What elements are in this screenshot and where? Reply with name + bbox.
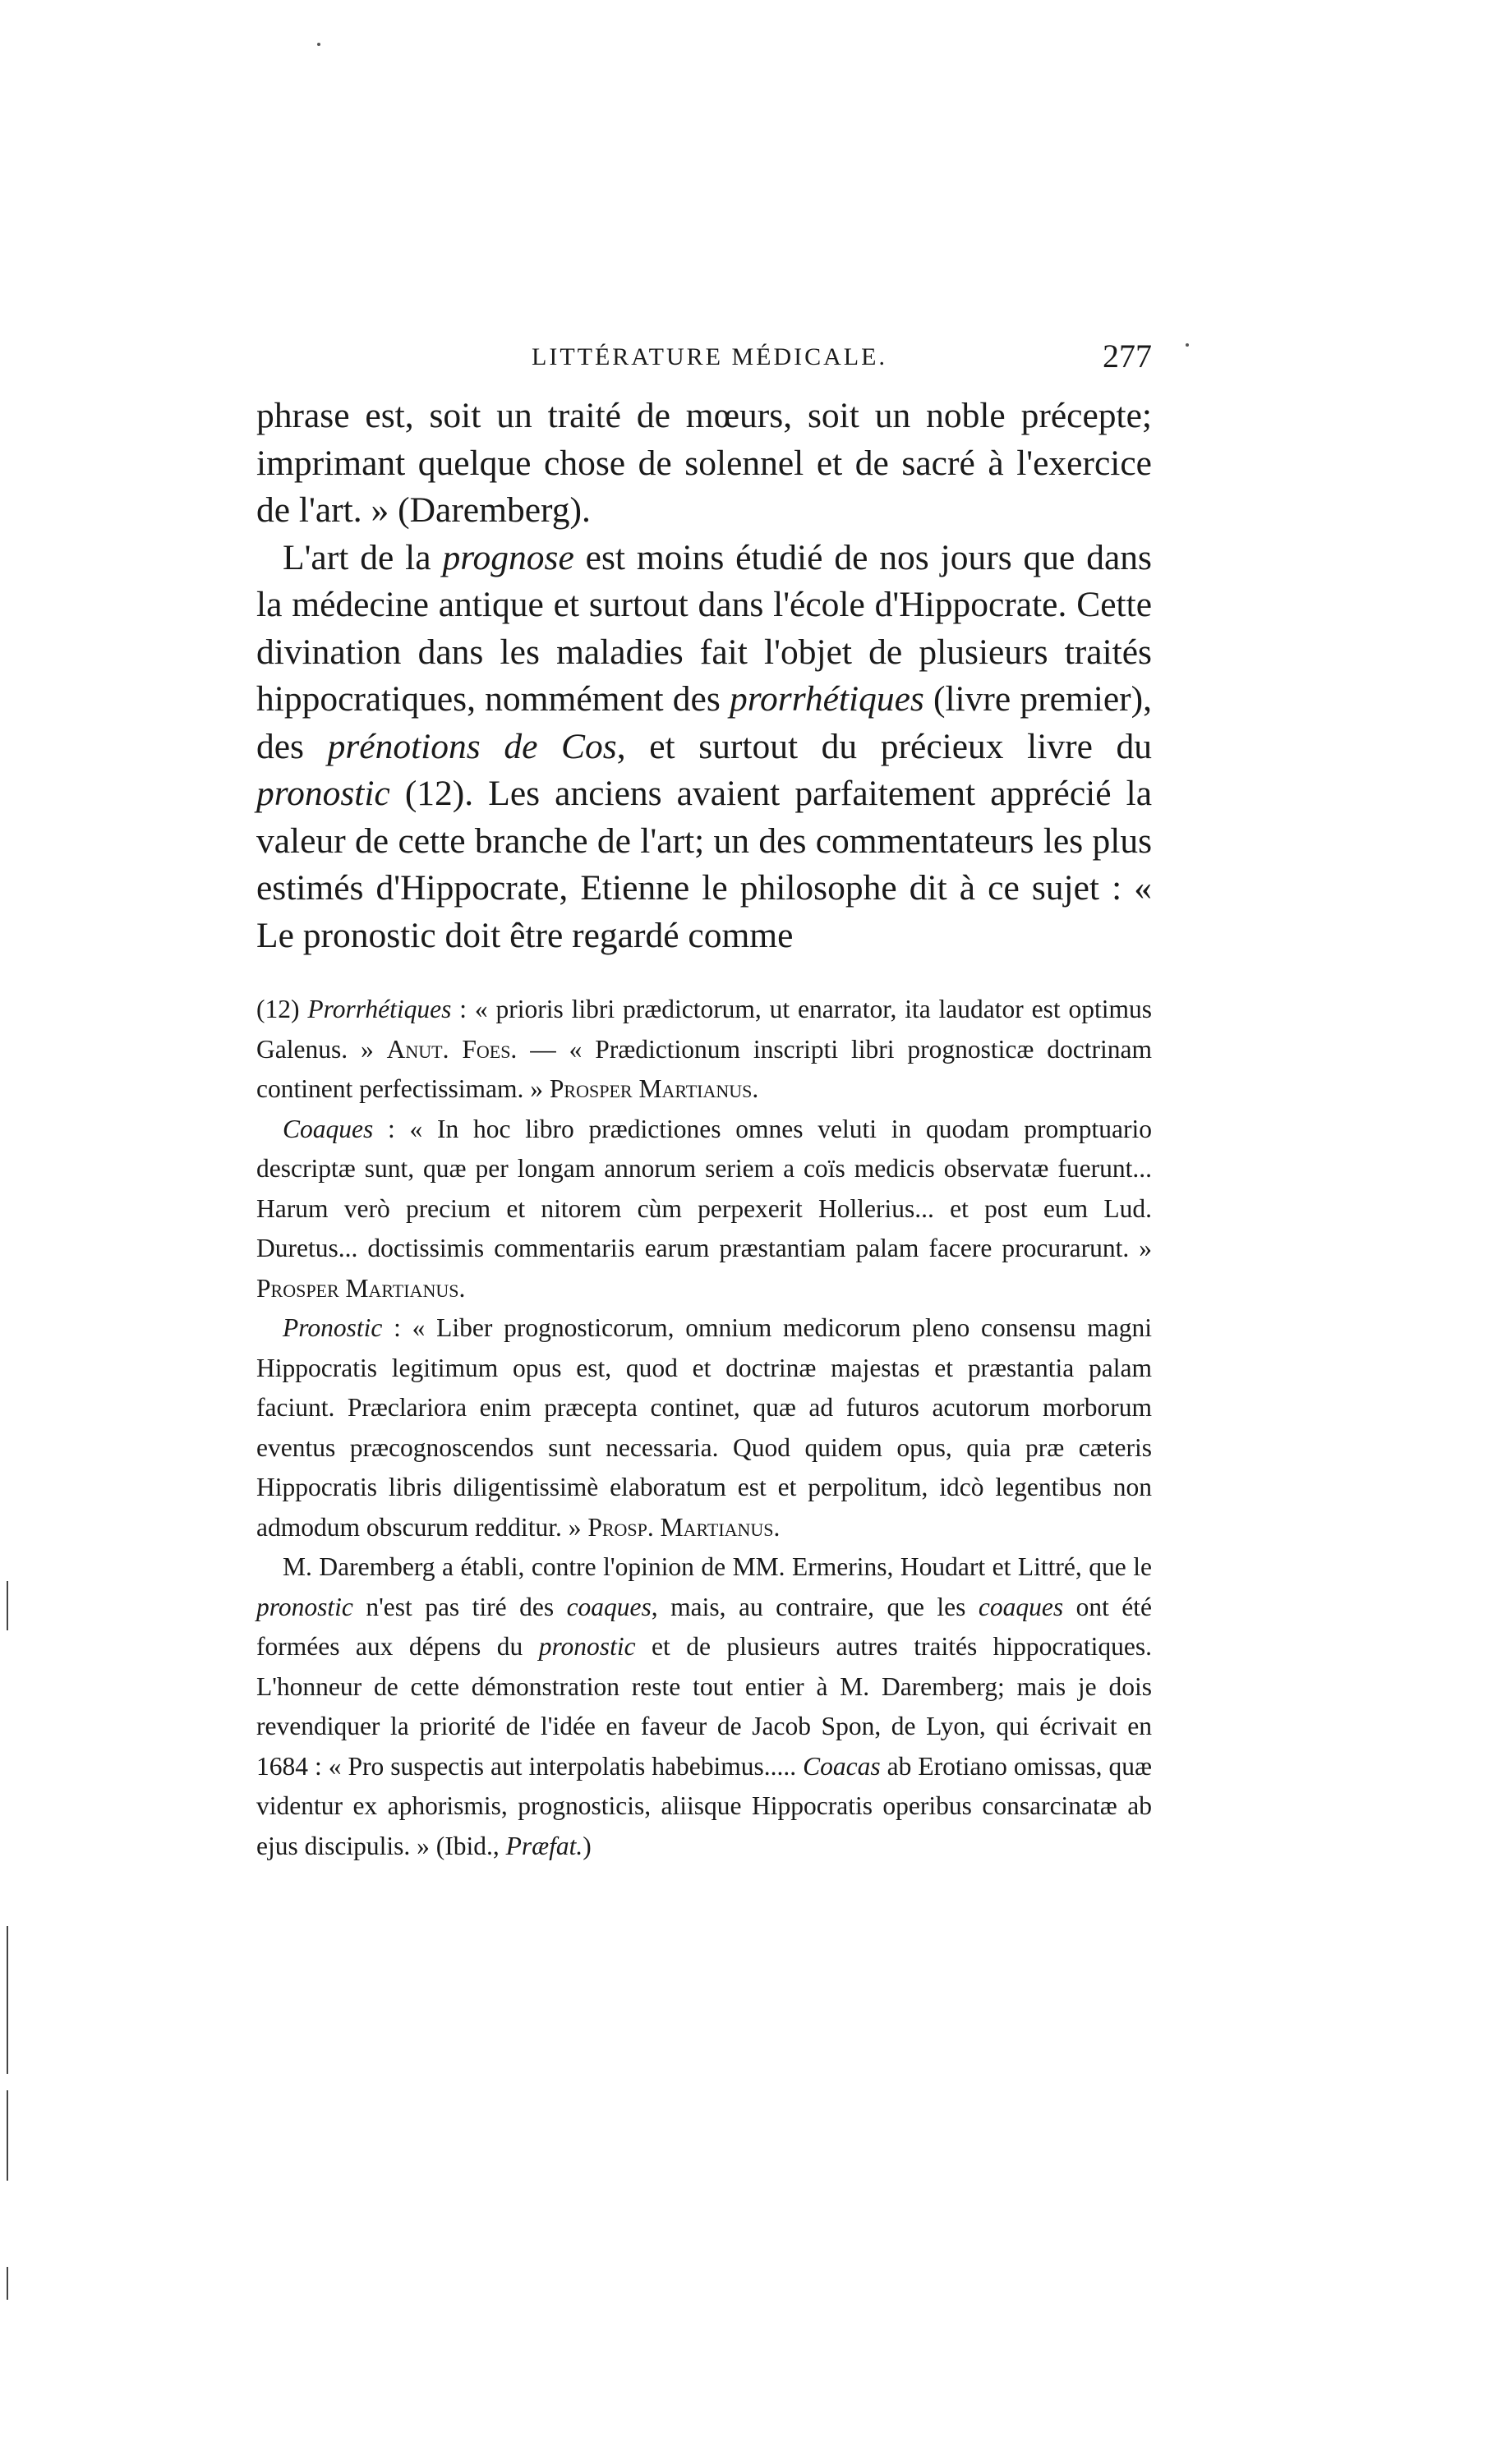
paragraph bbox=[256, 535, 1152, 960]
text-run: , et surtout du précieux livre du bbox=[616, 726, 1152, 766]
text-run: phrase est, soit un traité de mœurs, soit un noble précepte; imprimant quelque chose de solennel et de sacré à l'exercice de l'art. » (Daremberg). bbox=[256, 396, 1152, 530]
margin-rule bbox=[7, 1926, 8, 2074]
italic-term: coaques bbox=[978, 1592, 1064, 1621]
italic-term: coaques bbox=[566, 1592, 652, 1621]
margin-rule bbox=[7, 2267, 8, 2300]
footnote-number: (12) bbox=[256, 995, 308, 1023]
text-run: (12). Les anciens avaient parfaitement apprécié la valeur de cette branche de l'art; un des commentateurs les plus estimés d'Hippocrate, Etienne le philosophe dit à ce sujet : « Le pronostic doit être regardé comme bbox=[256, 774, 1152, 955]
italic-term: pronostic bbox=[538, 1632, 636, 1661]
text-run: L'art de la bbox=[283, 537, 443, 577]
text-run: M. Daremberg a établi, contre l'opinion de MM. Ermerins, Houdart et Littré, que le bbox=[283, 1552, 1152, 1581]
text-run: : « In hoc libro prædictiones omnes veluti in quodam promptuario descriptæ sunt, quæ per longam annorum seriem a coïs medicis observatæ fuerunt... Harum verò precium et nitorem cùm perpexerit Hollerius... et post eum Lud. Duretus... doctissimis commentariis earum præstantiam palam facere procurarunt. » bbox=[256, 1114, 1152, 1262]
running-title: LITTÉRATURE MÉDICALE. bbox=[532, 343, 887, 370]
text-run: ) bbox=[583, 1831, 592, 1860]
page-number: 277 bbox=[1103, 338, 1152, 375]
text-run: : « prioris libri prædictorum, ut enarrator, ita laudator est optimus Galenus. » bbox=[256, 995, 1152, 1064]
italic-term: Coacas bbox=[803, 1751, 881, 1781]
italic-term: prognose bbox=[442, 537, 574, 577]
footnotes bbox=[256, 990, 1152, 1866]
italic-term: pronostic bbox=[256, 1592, 353, 1621]
page-header bbox=[256, 337, 1152, 386]
footnote-paragraph bbox=[256, 1308, 1152, 1547]
speck-mark bbox=[317, 43, 320, 46]
citation: Prosp. Martianus. bbox=[587, 1512, 781, 1542]
paragraph bbox=[256, 393, 1152, 535]
footnote-12 bbox=[256, 990, 1152, 1110]
citation: Prosper Martianus. bbox=[549, 1074, 759, 1103]
text-run: n'est pas tiré des bbox=[352, 1592, 567, 1621]
margin-rule bbox=[7, 1581, 8, 1630]
text-run: ab Erotiano omissas, quæ videntur ex aphorismis, prognosticis, aliisque Hippocratis operibus consarcinatæ ab ejus discipulis. » (Ibid., bbox=[256, 1751, 1152, 1860]
italic-term: pronostic bbox=[256, 774, 390, 813]
text-run: et de plusieurs autres traités hippocratiques. L'honneur de cette démonstration reste tout entier à M. Daremberg; mais je dois revendiquer la priorité de l'idée en faveur de Jacob Spon, de Lyon, qui écrivait en 1684 : « Pro suspectis aut interpolatis habebimus..... bbox=[256, 1632, 1152, 1781]
speck-mark bbox=[1186, 343, 1189, 347]
text-run: , mais, au contraire, que les bbox=[651, 1592, 979, 1621]
margin-rule bbox=[7, 2090, 8, 2181]
italic-term: Præfat. bbox=[505, 1831, 583, 1860]
footnote-paragraph bbox=[256, 1110, 1152, 1309]
footnote-paragraph bbox=[256, 1547, 1152, 1866]
italic-term: Coaques bbox=[283, 1114, 374, 1143]
italic-term: Prorrhétiques bbox=[307, 995, 452, 1023]
italic-term: prorrhétiques bbox=[729, 679, 924, 719]
italic-term: Pronostic bbox=[283, 1313, 383, 1342]
text-run: (livre premier), des bbox=[256, 679, 1152, 766]
main-text bbox=[256, 393, 1152, 959]
italic-term: prénotions de Cos bbox=[327, 726, 617, 766]
text-run: — « Prædictionum inscripti libri prognosticæ doctrinam continent perfectissimam. » bbox=[256, 1034, 1152, 1103]
text-run: est moins étudié de nos jours que dans la médecine antique et surtout dans l'école d'Hippocrate. Cette divination dans les maladies fait l'objet de plusieurs traités hippocratiques, nommément des bbox=[256, 537, 1152, 719]
text-run: ont été formées aux dépens du bbox=[256, 1592, 1152, 1661]
citation: Prosper Martianus. bbox=[256, 1273, 466, 1303]
text-run: : « Liber prognosticorum, omnium medicorum pleno consensu magni Hippocratis legitimum opus est, quod et doctrinæ majestas et præstantia palam faciunt. Præclariora enim præcepta continet, quæ ad futuros acutorum morborum eventus præcognoscendos sunt necessaria. Quod quidem opus, quia præ cæteris Hippocratis libris diligentissimè elaboratum est et perpolitum, idcò legentibus non admodum obscurum redditur. » bbox=[256, 1313, 1152, 1542]
citation: Anut. Foes. bbox=[386, 1034, 518, 1064]
